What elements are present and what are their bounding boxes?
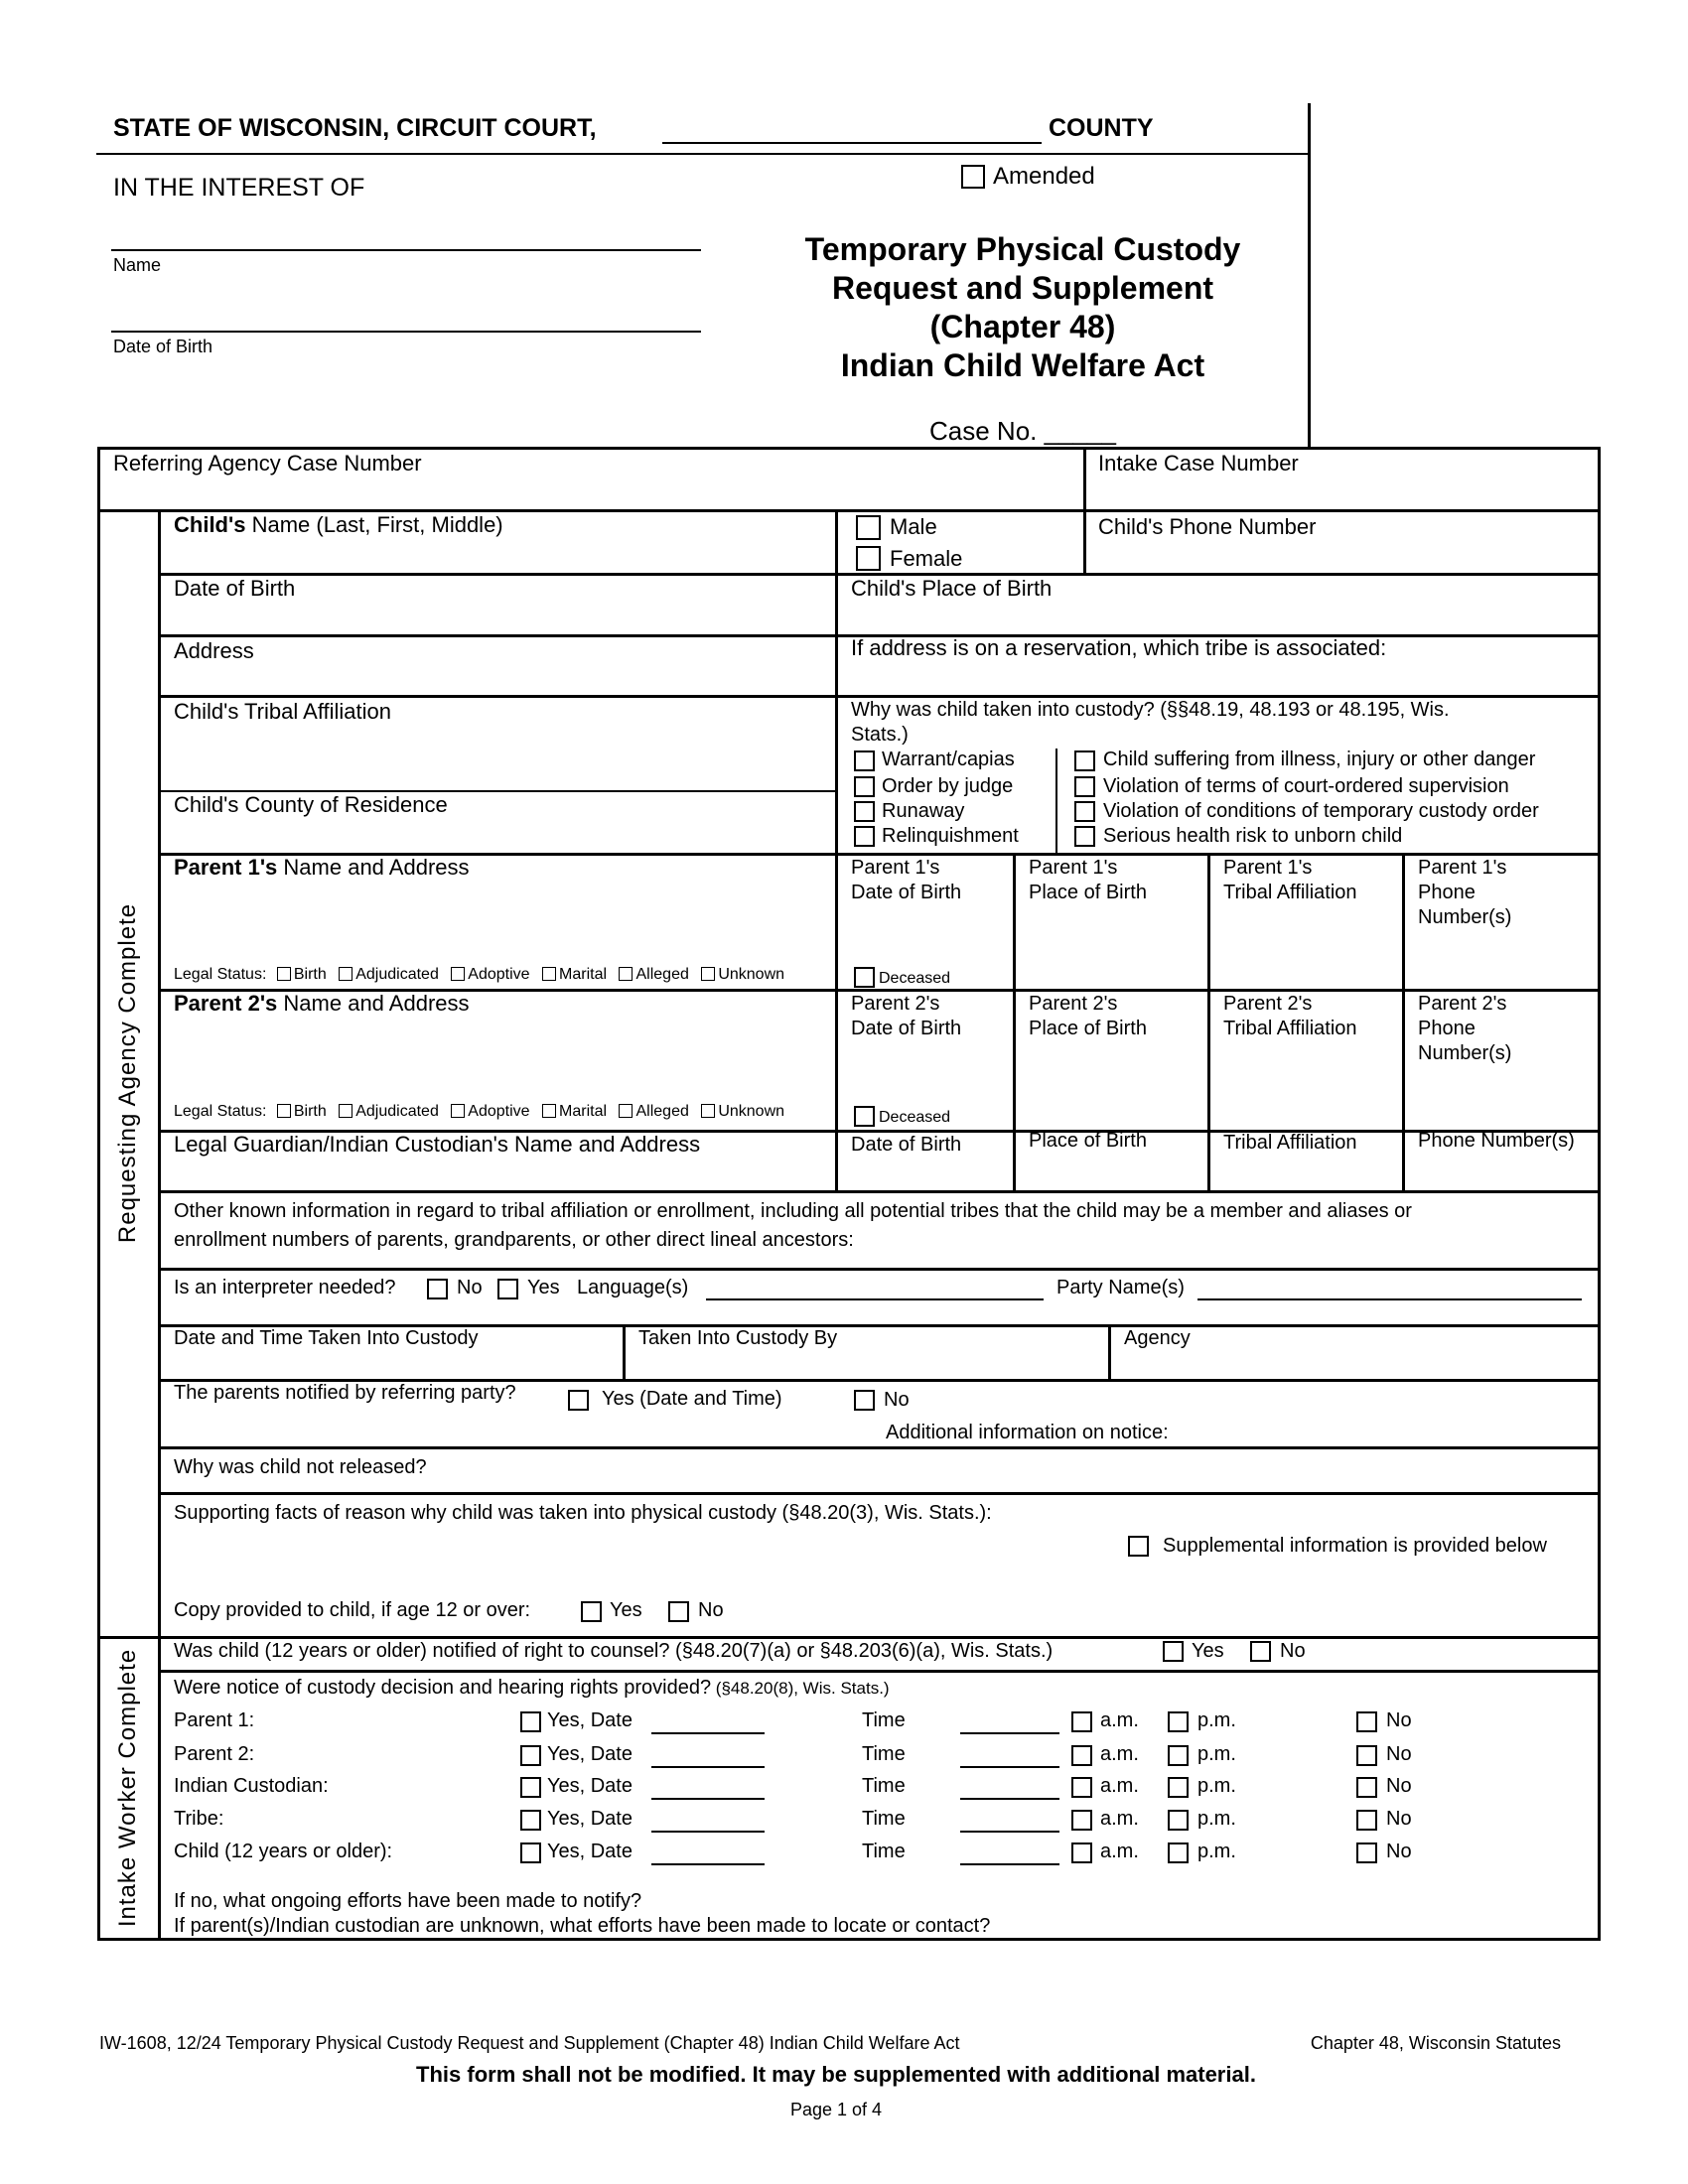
time-label: Time bbox=[862, 1808, 906, 1830]
female-checkbox[interactable] bbox=[856, 546, 881, 571]
footer-notice: This form shall not be modified. It may be supplemented with additional material. bbox=[416, 2062, 1256, 2087]
am-label: a.m. bbox=[1100, 1709, 1139, 1731]
interpreter-no-checkbox[interactable] bbox=[427, 1279, 448, 1299]
order-judge-checkbox[interactable] bbox=[854, 776, 875, 797]
agency-label: Agency bbox=[1124, 1327, 1191, 1349]
other-info-label: Other known information in regard to tribal affiliation or enrollment, including all potential tribes that the child may be a member and aliases or enrollment numbers of parents, grandparents, or other direct lineal ancestors: bbox=[174, 1200, 1412, 1251]
reason-label: Warrant/capias bbox=[882, 749, 1015, 770]
warrant-checkbox[interactable] bbox=[854, 751, 875, 771]
pm-label: p.m. bbox=[1197, 1775, 1236, 1797]
legal-alleged-checkbox[interactable] bbox=[619, 967, 633, 981]
relinquishment-checkbox[interactable] bbox=[854, 826, 875, 847]
notice-no-checkbox[interactable] bbox=[1356, 1843, 1377, 1863]
legal-marital-checkbox[interactable] bbox=[542, 967, 556, 981]
parent2-legal-status: Legal Status: Birth Adjudicated Adoptive Marital Alleged Unknown bbox=[174, 1103, 785, 1120]
parent1-dob-label: Parent 1's Date of Birth bbox=[851, 857, 962, 903]
reason-label: Order by judge bbox=[882, 775, 1014, 797]
page-number: Page 1 of 4 bbox=[789, 2100, 883, 2119]
header-divider bbox=[1308, 103, 1311, 448]
notice-question: Were notice of custody decision and hearing rights provided? (§48.20(8), Wis. Stats.) bbox=[174, 1677, 890, 1699]
pm-label: p.m. bbox=[1197, 1709, 1236, 1731]
notice-no-checkbox[interactable] bbox=[1356, 1711, 1377, 1732]
case-number[interactable]: Case No. _____ bbox=[929, 416, 1116, 446]
legal-unknown-checkbox[interactable] bbox=[701, 1104, 715, 1118]
reservation-label: If address is on a reservation, which tribe is associated: bbox=[851, 635, 1387, 660]
table-top bbox=[97, 447, 1601, 450]
row-line bbox=[158, 1268, 1601, 1271]
child-phone-label: Child's Phone Number bbox=[1098, 514, 1317, 539]
notice-yes-checkbox[interactable] bbox=[520, 1777, 541, 1798]
footer-statutes: Chapter 48, Wisconsin Statutes bbox=[1310, 2033, 1561, 2053]
notice-row-label: Parent 2: bbox=[174, 1743, 255, 1765]
custody-reason-question: Why was child taken into custody? (§§48.19, 48.193 or 48.195, Wis. bbox=[851, 699, 1450, 721]
name-line[interactable] bbox=[111, 249, 701, 251]
footer-form-id: IW-1608, 12/24 Temporary Physical Custody Request and Supplement (Chapter 48) Indian Child Welfare Act bbox=[99, 2033, 960, 2053]
intake-case-label: Intake Case Number bbox=[1098, 451, 1299, 476]
counsel-yes-label: Yes bbox=[1192, 1640, 1224, 1662]
supplemental-label: Supplemental information is provided below bbox=[1163, 1535, 1547, 1557]
yes-date-label: Yes, Date bbox=[547, 1743, 633, 1765]
reason-label: Serious health risk to unborn child bbox=[1103, 825, 1403, 847]
yes-date-label: Yes, Date bbox=[547, 1808, 633, 1830]
legal-birth-checkbox[interactable] bbox=[277, 1104, 291, 1118]
table-right bbox=[1598, 447, 1601, 1941]
row-line bbox=[158, 1190, 1601, 1193]
supporting-facts-label: Supporting facts of reason why child was taken into physical custody (§48.20(3), Wis. Stats.): bbox=[174, 1502, 992, 1524]
notice-no-checkbox[interactable] bbox=[1356, 1777, 1377, 1798]
legal-birth-checkbox[interactable] bbox=[277, 967, 291, 981]
custody-order-violation-checkbox[interactable] bbox=[1074, 801, 1095, 822]
interpreter-yes-checkbox[interactable] bbox=[497, 1279, 518, 1299]
guardian-tribal-label: Tribal Affiliation bbox=[1223, 1132, 1357, 1154]
child-name-label: Child's Name (Last, First, Middle) bbox=[174, 512, 503, 537]
notified-no-checkbox[interactable] bbox=[854, 1390, 875, 1411]
yes-date-label: Yes, Date bbox=[547, 1775, 633, 1797]
referring-case-label: Referring Agency Case Number bbox=[113, 451, 422, 476]
am-label: a.m. bbox=[1100, 1808, 1139, 1830]
notice-date-field[interactable] bbox=[651, 1766, 765, 1768]
notice-date-field[interactable] bbox=[651, 1798, 765, 1800]
am-label: a.m. bbox=[1100, 1775, 1139, 1797]
amended-label: Amended bbox=[993, 163, 1095, 190]
copy-no-label: No bbox=[698, 1599, 724, 1621]
pm-checkbox[interactable] bbox=[1168, 1711, 1189, 1732]
copy-yes-checkbox[interactable] bbox=[581, 1601, 602, 1622]
child-dob-label: Date of Birth bbox=[174, 576, 296, 601]
legal-adjudicated-checkbox[interactable] bbox=[339, 967, 352, 981]
efforts-locate-label: If parent(s)/Indian custodian are unknown, what efforts have been made to locate or contact? bbox=[174, 1915, 991, 1937]
legal-unknown-checkbox[interactable] bbox=[701, 967, 715, 981]
parent1-pob-label: Parent 1's Place of Birth bbox=[1029, 857, 1147, 903]
party-name-label: Party Name(s) bbox=[1056, 1277, 1185, 1298]
col-line bbox=[1207, 854, 1210, 1191]
county-label: COUNTY bbox=[1049, 114, 1154, 142]
am-checkbox[interactable] bbox=[1071, 1843, 1092, 1863]
notice-no-checkbox[interactable] bbox=[1356, 1810, 1377, 1831]
pm-checkbox[interactable] bbox=[1168, 1745, 1189, 1766]
am-checkbox[interactable] bbox=[1071, 1810, 1092, 1831]
no-label: No bbox=[1386, 1808, 1412, 1830]
table-bottom bbox=[97, 1938, 1601, 1941]
notified-yes-checkbox[interactable] bbox=[568, 1390, 589, 1411]
party-name-field[interactable] bbox=[1197, 1298, 1582, 1300]
copy-provided-label: Copy provided to child, if age 12 or over: bbox=[174, 1599, 531, 1621]
counsel-no-checkbox[interactable] bbox=[1250, 1641, 1271, 1662]
time-label: Time bbox=[862, 1709, 906, 1731]
county-residence-label: Child's County of Residence bbox=[174, 792, 448, 817]
reason-label: Runaway bbox=[882, 800, 965, 822]
reason-label: Violation of terms of court-ordered supervision bbox=[1103, 775, 1509, 797]
supplemental-checkbox[interactable] bbox=[1128, 1536, 1149, 1557]
pm-checkbox[interactable] bbox=[1168, 1777, 1189, 1798]
pm-checkbox[interactable] bbox=[1168, 1843, 1189, 1863]
reason-label: Relinquishment bbox=[882, 825, 1019, 847]
male-checkbox[interactable] bbox=[856, 515, 881, 540]
am-checkbox[interactable] bbox=[1071, 1745, 1092, 1766]
notice-row-label: Tribe: bbox=[174, 1808, 224, 1830]
col-line bbox=[1402, 854, 1405, 1191]
am-label: a.m. bbox=[1100, 1743, 1139, 1765]
custody-by-label: Taken Into Custody By bbox=[638, 1327, 838, 1349]
runaway-checkbox[interactable] bbox=[854, 801, 875, 822]
notice-no-checkbox[interactable] bbox=[1356, 1745, 1377, 1766]
parent2-deceased-checkbox[interactable] bbox=[854, 1106, 875, 1127]
deceased-label: Deceased bbox=[879, 1109, 951, 1126]
requesting-agency-label: Requesting Agency Complete bbox=[114, 902, 141, 1244]
legal-marital-checkbox[interactable] bbox=[542, 1104, 556, 1118]
parent2-name-label: Parent 2's Name and Address bbox=[174, 991, 470, 1016]
legal-alleged-checkbox[interactable] bbox=[619, 1104, 633, 1118]
title-line: Request and Supplement bbox=[831, 270, 1214, 306]
col-line bbox=[1055, 749, 1057, 854]
pm-label: p.m. bbox=[1197, 1841, 1236, 1862]
am-checkbox[interactable] bbox=[1071, 1711, 1092, 1732]
illness-checkbox[interactable] bbox=[1074, 751, 1095, 771]
county-blank[interactable] bbox=[662, 142, 1042, 144]
notice-date-field[interactable] bbox=[651, 1732, 765, 1734]
court-heading: STATE OF WISCONSIN, CIRCUIT COURT, bbox=[113, 114, 597, 142]
supervision-violation-checkbox[interactable] bbox=[1074, 776, 1095, 797]
language-field[interactable] bbox=[706, 1298, 1044, 1300]
guardian-dob-label: Date of Birth bbox=[851, 1134, 962, 1156]
no-label: No bbox=[1386, 1775, 1412, 1797]
no-label: No bbox=[1386, 1709, 1412, 1731]
interpreter-no-label: No bbox=[457, 1277, 483, 1298]
col-line bbox=[835, 510, 838, 1191]
notice-time-field[interactable] bbox=[960, 1732, 1059, 1734]
parent2-tribal-label: Parent 2's Tribal Affiliation bbox=[1223, 993, 1357, 1039]
time-label: Time bbox=[862, 1775, 906, 1797]
notice-yes-checkbox[interactable] bbox=[520, 1711, 541, 1732]
female-label: Female bbox=[890, 546, 963, 571]
notice-yes-checkbox[interactable] bbox=[520, 1745, 541, 1766]
row-line bbox=[158, 1446, 1601, 1449]
notice-row-label: Indian Custodian: bbox=[174, 1775, 329, 1797]
date-time-custody-label: Date and Time Taken Into Custody bbox=[174, 1327, 479, 1349]
parent1-tribal-label: Parent 1's Tribal Affiliation bbox=[1223, 857, 1357, 903]
notice-time-field[interactable] bbox=[960, 1766, 1059, 1768]
notified-no-label: No bbox=[884, 1389, 910, 1411]
intake-worker-label: Intake Worker Complete bbox=[114, 1648, 141, 1928]
notice-yes-checkbox[interactable] bbox=[520, 1843, 541, 1863]
counsel-yes-checkbox[interactable] bbox=[1163, 1641, 1184, 1662]
notified-yes-label: Yes (Date and Time) bbox=[602, 1388, 782, 1410]
notice-time-field[interactable] bbox=[960, 1863, 1059, 1865]
col-line bbox=[1108, 1325, 1111, 1380]
header-rule bbox=[96, 153, 1310, 155]
custody-reason-question-cont: Stats.) bbox=[851, 724, 909, 746]
notice-row-label: Child (12 years or older): bbox=[174, 1841, 393, 1862]
guardian-phone-label: Phone Number(s) bbox=[1418, 1130, 1575, 1152]
am-checkbox[interactable] bbox=[1071, 1777, 1092, 1798]
parent1-phone-label: Parent 1's Phone Number(s) bbox=[1418, 857, 1512, 928]
row-line bbox=[158, 1492, 1601, 1495]
col-line bbox=[623, 1325, 626, 1380]
parents-notified-question: The parents notified by referring party? bbox=[174, 1382, 516, 1404]
title-line: Indian Child Welfare Act bbox=[840, 347, 1205, 383]
copy-yes-label: Yes bbox=[610, 1599, 642, 1621]
reason-label: Violation of conditions of temporary custody order bbox=[1103, 800, 1539, 822]
guardian-pob-label: Place of Birth bbox=[1029, 1130, 1147, 1152]
child-address-label: Address bbox=[174, 638, 254, 663]
parent1-deceased-checkbox[interactable] bbox=[854, 967, 875, 988]
time-label: Time bbox=[862, 1743, 906, 1765]
copy-no-checkbox[interactable] bbox=[668, 1601, 689, 1622]
tribal-affiliation-label: Child's Tribal Affiliation bbox=[174, 699, 392, 724]
row-line bbox=[158, 1670, 1601, 1673]
legal-adoptive-checkbox[interactable] bbox=[451, 967, 465, 981]
interpreter-question: Is an interpreter needed? bbox=[174, 1277, 396, 1298]
male-label: Male bbox=[890, 514, 937, 539]
pm-label: p.m. bbox=[1197, 1808, 1236, 1830]
time-label: Time bbox=[862, 1841, 906, 1862]
dob-line[interactable] bbox=[111, 331, 701, 333]
no-label: No bbox=[1386, 1743, 1412, 1765]
parent2-dob-label: Parent 2's Date of Birth bbox=[851, 993, 962, 1039]
pm-label: p.m. bbox=[1197, 1743, 1236, 1765]
language-label: Language(s) bbox=[577, 1277, 689, 1298]
notice-time-field[interactable] bbox=[960, 1798, 1059, 1800]
guardian-name-label: Legal Guardian/Indian Custodian's Name and Address bbox=[174, 1132, 701, 1157]
legal-adoptive-checkbox[interactable] bbox=[451, 1104, 465, 1118]
side-strip-divider bbox=[158, 510, 161, 1940]
am-label: a.m. bbox=[1100, 1841, 1139, 1862]
additional-info-label: Additional information on notice: bbox=[886, 1422, 1169, 1443]
notice-time-field[interactable] bbox=[960, 1831, 1059, 1833]
title-line: Temporary Physical Custody bbox=[804, 231, 1241, 267]
pm-checkbox[interactable] bbox=[1168, 1810, 1189, 1831]
notice-date-field[interactable] bbox=[651, 1863, 765, 1865]
name-label: Name bbox=[113, 255, 162, 275]
child-pob-label: Child's Place of Birth bbox=[851, 576, 1053, 601]
notice-date-field[interactable] bbox=[651, 1831, 765, 1833]
title-line: (Chapter 48) bbox=[929, 309, 1116, 344]
notice-yes-checkbox[interactable] bbox=[520, 1810, 541, 1831]
not-released-label: Why was child not released? bbox=[174, 1456, 427, 1478]
reason-label: Child suffering from illness, injury or other danger bbox=[1103, 749, 1536, 770]
efforts-notify-label: If no, what ongoing efforts have been made to notify? bbox=[174, 1890, 642, 1912]
parent1-legal-status: Legal Status: Birth Adjudicated Adoptive Marital Alleged Unknown bbox=[174, 966, 785, 983]
parent2-phone-label: Parent 2's Phone Number(s) bbox=[1418, 993, 1512, 1064]
legal-adjudicated-checkbox[interactable] bbox=[339, 1104, 352, 1118]
interpreter-yes-label: Yes bbox=[527, 1277, 560, 1298]
yes-date-label: Yes, Date bbox=[547, 1709, 633, 1731]
parent1-name-label: Parent 1's Name and Address bbox=[174, 855, 470, 880]
col-line bbox=[1083, 448, 1086, 574]
dob-label: Date of Birth bbox=[113, 337, 213, 356]
interest-label: IN THE INTEREST OF bbox=[113, 174, 365, 202]
counsel-no-label: No bbox=[1280, 1640, 1306, 1662]
col-line bbox=[1013, 854, 1016, 1191]
no-label: No bbox=[1386, 1841, 1412, 1862]
form-title bbox=[755, 230, 1291, 385]
deceased-label: Deceased bbox=[879, 970, 951, 987]
counsel-question: Was child (12 years or older) notified of right to counsel? (§48.20(7)(a) or §48.203(6)(a), Wis. Stats.) bbox=[174, 1640, 1054, 1662]
notice-row-label: Parent 1: bbox=[174, 1709, 255, 1731]
yes-date-label: Yes, Date bbox=[547, 1841, 633, 1862]
parent2-pob-label: Parent 2's Place of Birth bbox=[1029, 993, 1147, 1039]
amended-checkbox[interactable] bbox=[961, 165, 985, 189]
table-left bbox=[97, 447, 100, 1941]
unborn-risk-checkbox[interactable] bbox=[1074, 826, 1095, 847]
